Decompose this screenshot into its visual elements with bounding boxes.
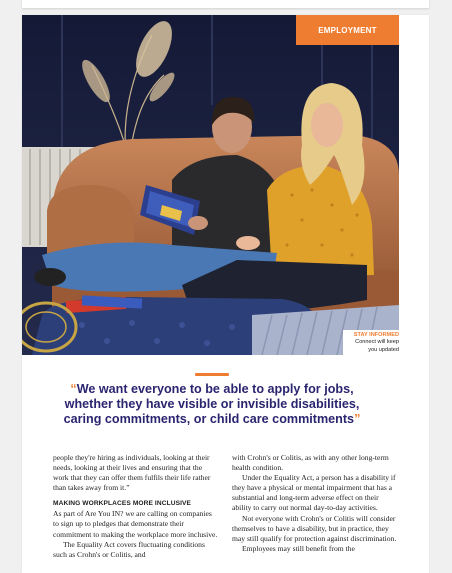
section-heading: MAKING WORKPLACES MORE INCLUSIVE — [53, 500, 192, 508]
caption-line-2: you updated — [368, 346, 399, 353]
close-quote-mark: ” — [354, 412, 361, 427]
left-paragraph-2: As part of Are You IN? we are calling on companies to sign up to pledges that demonstrate their commitment to making the workplace more inclusive. — [53, 509, 218, 539]
right-paragraph-3: Not everyone with Crohn's or Colitis will consider themselves to have a disability, but in practice, they may still qualify for protection against discrimination. — [232, 513, 397, 543]
photo-caption — [343, 330, 399, 357]
left-paragraph-1: people they're hiring as individuals, looking at their needs, looking at their lives and ensuring that the work that they can offer them fulfils their life rather than takes away from it.” — [53, 453, 211, 493]
article-photo — [22, 15, 399, 355]
section-tag: EMPLOYMENT — [296, 15, 399, 45]
caption-line-1: Connect will keep — [355, 339, 399, 346]
caption-title: STAY INFORMED — [353, 332, 399, 338]
left-paragraph-3: The Equality Act covers fluctuating conditions such as Crohn's or Colitis, and — [53, 539, 205, 559]
right-paragraph-4: Employees may still benefit from the — [242, 543, 355, 553]
open-quote-mark: “ — [70, 382, 77, 396]
pull-quote — [52, 382, 372, 428]
magazine-page — [22, 15, 429, 573]
previous-page-edge — [22, 0, 429, 8]
body-column-left — [53, 453, 218, 560]
right-paragraph-2: Under the Equality Act, a person has a disability if they have a physical or mental impairment that has a substantial and long-term adverse effect on their ability to carry out normal day-to-day activities. — [232, 473, 396, 513]
right-paragraph-1: with Crohn's or Colitis, as with any other long-term health condition. — [232, 453, 389, 473]
pull-quote-text: We want everyone to be able to apply for jobs, whether they have visible or invisible disabilities, caring commitments, or child care commitments — [63, 382, 360, 427]
body-column-right — [232, 453, 397, 554]
orange-divider — [195, 373, 229, 376]
